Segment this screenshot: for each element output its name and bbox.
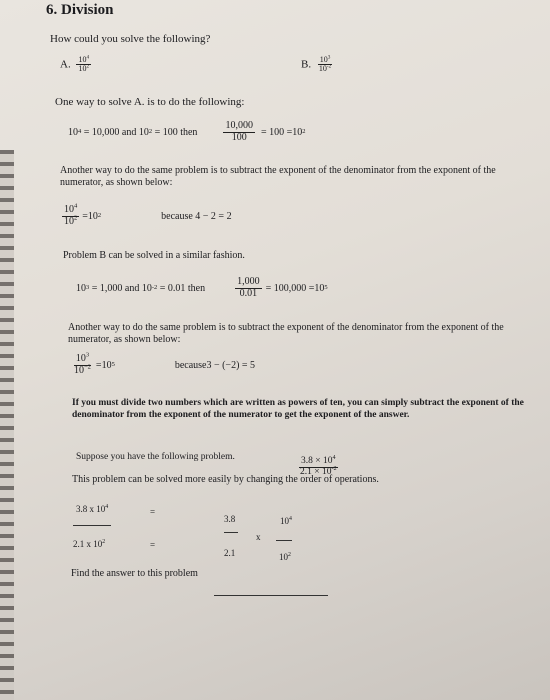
work-a: 3.8	[224, 514, 236, 524]
answer-line[interactable]	[214, 595, 328, 596]
problem-b-fraction: $\frac{10^3}{10^{-2}}$	[318, 54, 332, 74]
equals-sign-2: =	[150, 540, 156, 550]
another-way-text-1: Another way to do the same problem is to subtract the exponent of the denominator from the exponent of the numerator, as shown below:	[60, 165, 496, 188]
shortcut-a-fraction: $\frac{10^4}{10^2}$	[64, 202, 78, 227]
shortcut-b-fraction: $\frac{10^3}{10^{-2}}$	[74, 351, 91, 376]
work-d: $10^2$	[279, 552, 291, 562]
problem-a	[60, 56, 91, 74]
section-title: 6. Division	[46, 2, 114, 18]
rule-text: If you must divide two numbers which are written as powers of ten, you can simply subtract the exponent of the denominator from the exponent of the numerator to get the exponent of the answer.	[72, 398, 524, 420]
problem-a-label: A.	[60, 58, 71, 71]
shortcut-a: $\frac{10^4}{10^2}$ = 10 2 because 4 − 2 = 2	[64, 202, 232, 227]
example-a: 10 4 = 10,000 and 10 2 = 100 then $\frac{10,000}{100}$ = 100 = 10 2	[68, 120, 306, 143]
example-a-fraction: $\frac{10,000}{100}$	[225, 120, 253, 143]
example-b-fraction: $\frac{1,000}{0.01}$	[237, 276, 260, 299]
suppose-text: Suppose you have the following problem.	[76, 452, 235, 462]
shortcut-b-because: because3 − (−2) = 5	[174, 359, 256, 371]
shortcut-a-because: because 4 − 2 = 2	[161, 210, 232, 222]
suppose-fraction: $\frac{3.8 \times 10^4}{2.1 \times 10^{-2}}$	[300, 454, 337, 477]
times-sign: x	[256, 532, 261, 542]
problem-a-fraction: $\frac{10^4}{10^2}$	[78, 54, 90, 74]
shortcut-b: $\frac{10^3}{10^{-2}}$ = 10 5 because3 − (−2) = 5	[74, 351, 256, 376]
work-numerator: 3.8 x $10^4$	[76, 504, 109, 514]
work-fraction-bar	[73, 525, 111, 526]
problem-b-label: B.	[301, 58, 312, 71]
spiral-binding	[0, 150, 14, 700]
work-denominator: 2.1 x $10^2$	[73, 539, 106, 549]
work-c-d-bar	[276, 540, 292, 541]
work-b: 2.1	[224, 548, 236, 558]
work-c: $10^4$	[280, 516, 292, 526]
problem-b	[301, 56, 333, 74]
another-way-text-2: Another way to do the same problem is to subtract the exponent of the denominator from the exponent of the numerator, as shown below:	[68, 322, 504, 345]
question-text: How could you solve the following?	[50, 33, 211, 45]
one-way-a-text: One way to solve A. is to do the following:	[55, 96, 245, 108]
work-a-b-bar	[224, 532, 238, 533]
order-ops-text: This problem can be solved more easily by changing the order of operations.	[72, 474, 379, 485]
problem-b-intro: Problem B can be solved in a similar fashion.	[63, 250, 245, 261]
example-b: 10 3 = 1,000 and 10 -2 = 0.01 then $\frac{1,000}{0.01}$ = 100,000 = 10 5	[76, 276, 328, 299]
find-answer-text: Find the answer to this problem	[71, 568, 198, 579]
equals-sign-1: =	[150, 507, 156, 517]
